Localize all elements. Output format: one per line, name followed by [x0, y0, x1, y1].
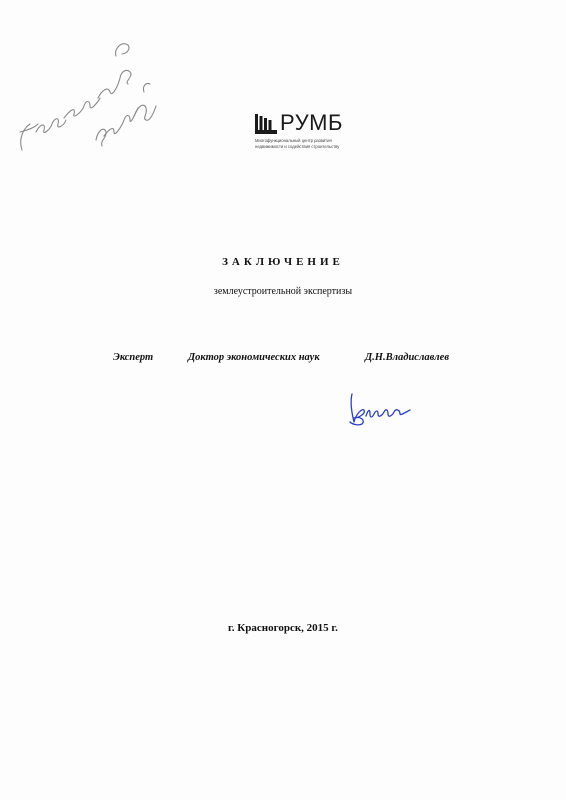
document-subtitle: землеустроительной экспертизы [213, 286, 353, 297]
expert-degree: Доктор экономических наук [188, 352, 320, 363]
logo-tagline-line-2: недвижимости и содействия строительству [255, 144, 340, 149]
logo-name: РУМБ [280, 110, 343, 135]
expert-label: Эксперт [113, 352, 154, 363]
company-logo [255, 112, 365, 154]
logo-mark-icon [255, 114, 277, 134]
expert-row [0, 352, 566, 368]
logo-tagline-line-1: Многофункциональный центр развития [255, 138, 332, 143]
place-date: г. Красногорск, 2015 г. [228, 622, 338, 634]
expert-signature [344, 388, 420, 428]
logo-tagline [255, 138, 367, 150]
expert-name: Д.Н.Владиславлев [365, 352, 450, 363]
document-title: ЗАКЛЮЧЕНИЕ [222, 256, 344, 268]
handwritten-note [8, 20, 168, 160]
